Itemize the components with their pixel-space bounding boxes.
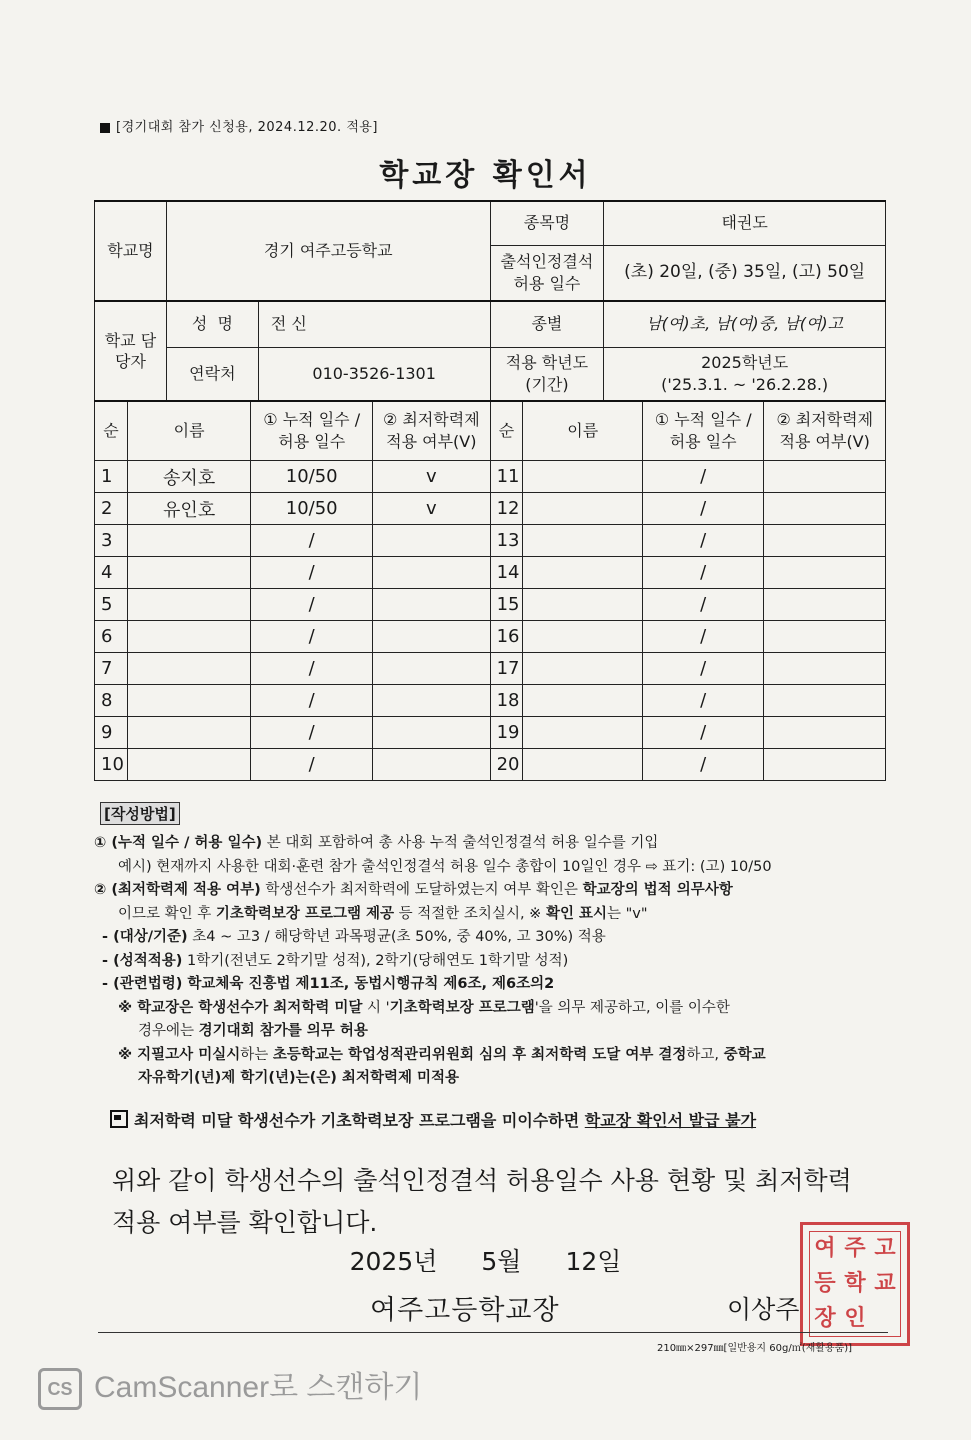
check-cell [764, 749, 886, 781]
roster-table [94, 400, 886, 781]
method-line: 예시) 현재까지 사용한 대회·훈련 참가 출석인정결석 허용 일수 총합이 10일인 경우 ⇨ 표기: (고) 10/50 [118, 858, 772, 875]
principal-name: 이상주 [727, 1295, 800, 1324]
check-cell [373, 653, 491, 685]
year-value: 2025학년도 [701, 353, 789, 373]
method-l10-c: 초등학교는 학업성적관리위원회 심의 후 최저학력 도달 여부 결정 [272, 1046, 687, 1063]
official-seal [800, 1222, 910, 1346]
table-row [95, 717, 886, 749]
seal-char: 교 [874, 1270, 896, 1296]
square-bullet-icon [100, 123, 110, 133]
days-cell: / [642, 557, 763, 589]
method-line [94, 1044, 894, 1068]
event-value: 태권도 [604, 201, 886, 245]
days-cell: / [251, 525, 373, 557]
seq-cell: 12 [490, 493, 523, 525]
name-cell [523, 589, 642, 621]
days-cell: / [642, 621, 763, 653]
header-note-text: [경기대회 참가 신청용, 2024.12.20. 적용] [116, 120, 379, 135]
year-label: 적용 학년도 (기간) [490, 347, 604, 401]
method-l10-b: 하는 [240, 1046, 273, 1063]
method-l4-b: 기초학력보장 프로그램 제공 [215, 905, 395, 922]
method-l8-d: '을 의무 제공하고, 이를 이수한 [534, 999, 730, 1016]
method-l11: 자유학기(년)제 학기(년)는(은) 최저학력제 미적용 [138, 1070, 460, 1086]
method-l8-a: ※ 학교장은 학생선수가 최저학력 미달 [118, 999, 363, 1016]
name-cell [127, 589, 250, 621]
method-line [94, 997, 894, 1021]
school-signature: 여주고등학교장 [370, 1295, 560, 1326]
seq-cell: 13 [490, 525, 523, 557]
method-line [94, 832, 894, 856]
seq-cell: 20 [490, 749, 523, 781]
table-row [95, 589, 886, 621]
check-cell [764, 589, 886, 621]
category-value: 남(여)초, 남(여)중, 남(여)고 [604, 301, 886, 347]
seq-cell: 14 [490, 557, 523, 589]
seq-cell: 7 [95, 653, 128, 685]
date-day: 12일 [565, 1247, 622, 1276]
days-cell: / [642, 685, 763, 717]
seq-cell: 3 [95, 525, 128, 557]
name-header: 이름 [127, 401, 250, 461]
days-header: ① 누적 일수 / 허용 일수 [251, 401, 373, 461]
method-l9-b: 경기대회 참가를 의무 허용 [198, 1023, 368, 1039]
seal-grid [809, 1231, 901, 1337]
table-row [95, 621, 886, 653]
days-cell: / [251, 653, 373, 685]
date-month: 5월 [481, 1247, 522, 1276]
method-l1-text: 본 대회 포함하여 총 사용 누적 출석인정결석 허용 일수를 기입 [262, 835, 659, 851]
seq-cell: 19 [490, 717, 523, 749]
method-line [94, 973, 894, 997]
check-cell [764, 461, 886, 493]
school-value: 경기 여주고등학교 [166, 201, 490, 301]
name-cell [523, 653, 642, 685]
check-cell [764, 493, 886, 525]
seq-cell: 18 [490, 685, 523, 717]
warning-note [110, 1108, 756, 1131]
method-l4-e: 는 "v" [607, 905, 648, 922]
name-cell [523, 493, 642, 525]
check-cell [764, 525, 886, 557]
contact-label: 학교 담당자 [95, 301, 167, 401]
name-cell [523, 749, 642, 781]
days-cell: / [251, 557, 373, 589]
name-value: 전 신 [258, 301, 490, 347]
method-title: [작성방법] [100, 802, 180, 825]
seal-char: 장 [814, 1305, 836, 1331]
method-l8-b: 시 ' [362, 999, 390, 1016]
event-label: 종목명 [490, 201, 604, 245]
name-label: 성 명 [166, 301, 258, 347]
method-l7: - (관련법령) 학교체육 진흥법 제11조, 동법시행규칙 제6조, 제6조의2 [102, 976, 555, 992]
method-line [94, 903, 894, 927]
method-l4-c: 등 적절한 조치실시, ※ [394, 905, 546, 922]
check-cell [373, 685, 491, 717]
days-cell: / [251, 749, 373, 781]
seq-cell: 8 [95, 685, 128, 717]
method-l10-a: ※ 지필고사 미실시 [118, 1046, 241, 1063]
days-cell: / [251, 589, 373, 621]
seq-cell: 6 [95, 621, 128, 653]
name-cell [523, 685, 642, 717]
method-l10-d: 하고, [686, 1046, 724, 1063]
method-l3-text: 학생선수가 최저학력에 도달하였는지 여부 확인은 [260, 882, 583, 898]
confirmation-statement [112, 1160, 892, 1244]
check-cell [764, 557, 886, 589]
days-cell: / [642, 749, 763, 781]
name-cell [127, 557, 250, 589]
method-l1-bold: ① (누적 일수 / 허용 일수) [94, 835, 263, 851]
name-cell [523, 717, 642, 749]
method-l6-b: 1학기(전년도 2학기말 성적), 2학기(당해연도 1학기말 성적) [182, 952, 569, 969]
seq-cell: 2 [95, 493, 128, 525]
table-row [95, 557, 886, 589]
name-cell [523, 621, 642, 653]
check-cell [373, 749, 491, 781]
name-cell [523, 557, 642, 589]
check-cell [373, 557, 491, 589]
days-cell: / [642, 461, 763, 493]
name-cell [127, 621, 250, 653]
method-l6-a: - (성적적용) [102, 952, 183, 969]
seq-cell: 17 [490, 653, 523, 685]
method-l10-e: 중학교 [723, 1046, 766, 1063]
phone-value: 010-3526-1301 [258, 347, 490, 401]
method-l9-a: 경우에는 [138, 1023, 199, 1039]
table-row [95, 653, 886, 685]
header-note [100, 116, 378, 135]
category-label: 종별 [490, 301, 604, 347]
days-header-right: ① 누적 일수 / 허용 일수 [642, 401, 763, 461]
school-label: 학교명 [95, 201, 167, 301]
warning-note-text: 최저학력 미달 학생선수가 기초학력보장 프로그램을 미이수하면 [134, 1111, 585, 1130]
year-cell [604, 347, 886, 401]
seal-char: 학 [844, 1270, 866, 1296]
academic-header-right: ② 최저학력제 적용 여부(V) [764, 401, 886, 461]
method-line [94, 950, 894, 974]
year-period: ('25.3.1. ~ '26.2.28.) [661, 375, 829, 394]
checkbox-arrow-icon [110, 1110, 128, 1128]
method-section [94, 832, 894, 1091]
table-row [95, 461, 886, 493]
confirm-line-2: 적용 여부를 확인합니다. [112, 1208, 378, 1237]
seal-char: 여 [814, 1236, 836, 1262]
method-l4-a: 이므로 확인 후 [118, 905, 216, 922]
seq-cell: 5 [95, 589, 128, 621]
table-row [95, 493, 886, 525]
seq-cell: 10 [95, 749, 128, 781]
days-cell: / [642, 525, 763, 557]
check-cell [764, 621, 886, 653]
document-title: 학교장 확인서 [379, 158, 592, 193]
allowed-days-label: 출석인정결석 허용 일수 [490, 245, 604, 301]
seq-cell: 11 [490, 461, 523, 493]
phone-label: 연락처 [166, 347, 258, 401]
table-row [95, 749, 886, 781]
seq-header-right: 순 [490, 401, 523, 461]
method-line [94, 1020, 894, 1044]
days-cell: / [251, 717, 373, 749]
camscanner-watermark [38, 1362, 422, 1410]
name-cell [127, 685, 250, 717]
method-l8-c: 기초학력보장 프로그램 [389, 999, 535, 1016]
days-cell: / [251, 621, 373, 653]
name-cell [523, 525, 642, 557]
seq-header: 순 [95, 401, 128, 461]
check-cell [373, 525, 491, 557]
name-cell [127, 749, 250, 781]
table-row [95, 525, 886, 557]
seq-cell: 9 [95, 717, 128, 749]
watermark-text: CamScanner로 스캔하기 [94, 1371, 423, 1404]
days-cell: / [642, 717, 763, 749]
method-l3-bold: ② (최저학력제 적용 여부) [94, 882, 261, 898]
days-cell: / [642, 493, 763, 525]
check-cell: v [373, 493, 491, 525]
seq-cell: 16 [490, 621, 523, 653]
name-header-right: 이름 [523, 401, 642, 461]
check-cell: v [373, 461, 491, 493]
warning-note-underlined: 학교장 확인서 발급 불가 [584, 1111, 757, 1130]
name-cell: 송지호 [127, 461, 250, 493]
method-line [94, 879, 894, 903]
check-cell [764, 685, 886, 717]
table-row [95, 685, 886, 717]
days-cell: 10/50 [251, 461, 373, 493]
info-table [94, 200, 886, 402]
bottom-rule [98, 1332, 888, 1333]
allowed-days-value: (초) 20일, (중) 35일, (고) 50일 [604, 245, 886, 301]
days-cell: / [251, 685, 373, 717]
confirm-line-1: 위와 같이 학생선수의 출석인정결석 허용일수 사용 현황 및 최저학력 [112, 1166, 852, 1195]
check-cell [764, 653, 886, 685]
name-cell [127, 525, 250, 557]
name-cell: 유인호 [127, 493, 250, 525]
method-l5-b: 초4 ~ 고3 / 해당학년 과목평균(초 50%, 중 40%, 고 30%) 적용 [187, 929, 606, 945]
check-cell [373, 621, 491, 653]
seal-char: 등 [814, 1270, 836, 1296]
days-cell: / [642, 589, 763, 621]
method-line [94, 1067, 894, 1091]
name-cell [127, 653, 250, 685]
paper-spec: 210㎜×297㎜[일반용지 60g/㎡(재활용품)] [657, 1343, 853, 1354]
date-year: 2025년 [349, 1247, 438, 1276]
seq-cell: 15 [490, 589, 523, 621]
academic-header: ② 최저학력제 적용 여부(V) [373, 401, 491, 461]
days-cell: 10/50 [251, 493, 373, 525]
check-cell [373, 717, 491, 749]
seq-cell: 1 [95, 461, 128, 493]
check-cell [764, 717, 886, 749]
check-cell [373, 589, 491, 621]
seq-cell: 4 [95, 557, 128, 589]
method-l3-bold2: 학교장의 법적 의무사항 [582, 882, 733, 898]
seal-char: 고 [874, 1236, 896, 1262]
name-cell [523, 461, 642, 493]
days-cell: / [642, 653, 763, 685]
method-l4-d: 확인 표시 [545, 905, 608, 922]
seal-char: 주 [844, 1236, 866, 1262]
seal-char: 인 [844, 1305, 866, 1331]
method-line [94, 926, 894, 950]
camscanner-logo-icon: CS [38, 1368, 82, 1410]
method-l5-a: - (대상/기준) [102, 929, 188, 945]
name-cell [127, 717, 250, 749]
